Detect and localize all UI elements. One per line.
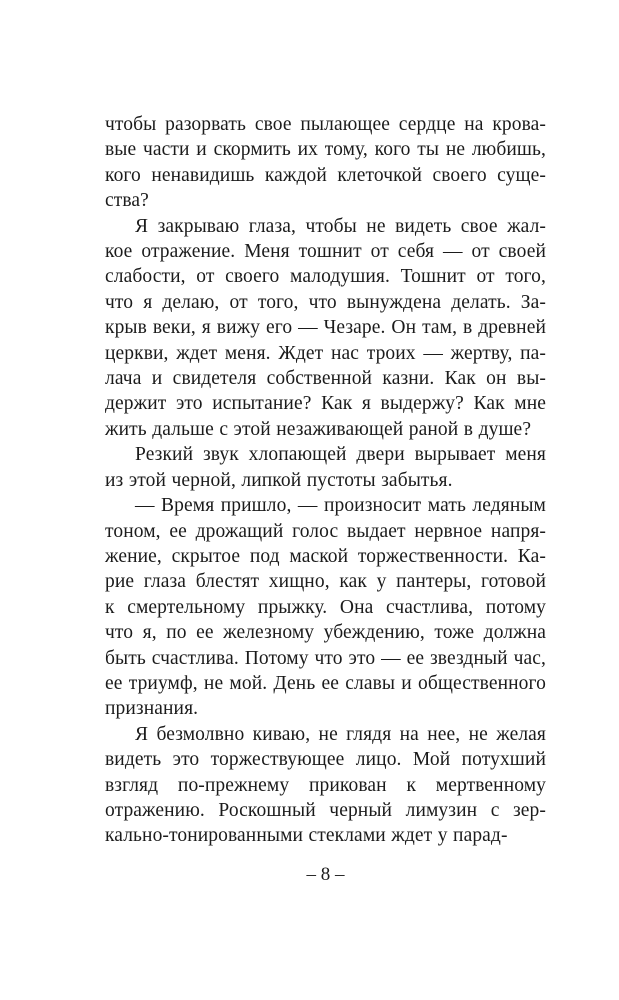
text-line: видеть это торжествующее лицо. Мой потухший [105,749,546,771]
text-line: Я закрываю глаза, чтобы не видеть свое жал- [135,215,546,237]
text-line: из этой черной, липкой пустоты забытья. [105,469,453,491]
text-line: Я безмолвно киваю, не глядя на нее, не желая [135,723,546,745]
paragraph [105,112,546,214]
paragraph [105,214,546,443]
text-line: что я, по ее железному убеждению, тоже должна [105,622,546,644]
text-line: кально-тонированными стеклами ждет у парад- [105,825,508,847]
text-line: к смертельному прыжку. Она счастлива, потому [105,596,546,618]
text-line: жение, скрытое под маской торжественности. Ка- [105,545,546,567]
text-line: признания. [105,698,199,720]
text-line: слабости, от своего малодушия. Тошнит от того, [105,266,546,288]
text-line: держит это испытание? Как я выдержу? Как мне [105,393,546,415]
text-line: рие глаза блестят хищно, как у пантеры, готовой [105,571,546,593]
text-line: ства? [105,190,149,212]
text-line: — Время пришло, — произносит мать ледяным [135,495,546,517]
text-line: жить дальше с этой незаживающей раной в душе? [105,418,532,440]
paragraph [105,722,546,849]
text-line: чтобы разорвать свое пылающее сердце на крова- [105,114,546,135]
text-line: церкви, ждет меня. Ждет нас троих — жертву, па- [105,342,546,364]
text-line: крыв веки, я вижу его — Чезаре. Он там, в древней [105,317,546,339]
paragraph [105,493,546,722]
text-line: кого ненавидишь каждой клеточкой своего суще- [105,164,546,186]
text-line: ее триумф, не мой. День ее славы и общественного [105,672,546,694]
text-line: лача и свидетеля собственной казни. Как он вы- [105,368,546,390]
page-number: – 8 – [306,864,345,885]
text-line: кое отражение. Меня тошнит от себя — от своей [105,241,546,263]
text-line: тоном, ее дрожащий голос выдает нервное напря- [105,520,546,542]
paragraph [105,442,546,493]
text-line: отражению. Роскошный черный лимузин с зер- [105,799,546,821]
text-line: быть счастлива. Потому что это — ее звездный час, [105,647,546,669]
text-line: вые части и скормить их тому, кого ты не любишь, [105,139,546,161]
text-line: что я делаю, от того, что вынуждена делать. За- [105,291,546,313]
text-line: Резкий звук хлопающей двери вырывает меня [135,444,546,466]
page-text-block [105,112,546,849]
text-line: взгляд по-прежнему прикован к мертвенному [105,774,546,796]
